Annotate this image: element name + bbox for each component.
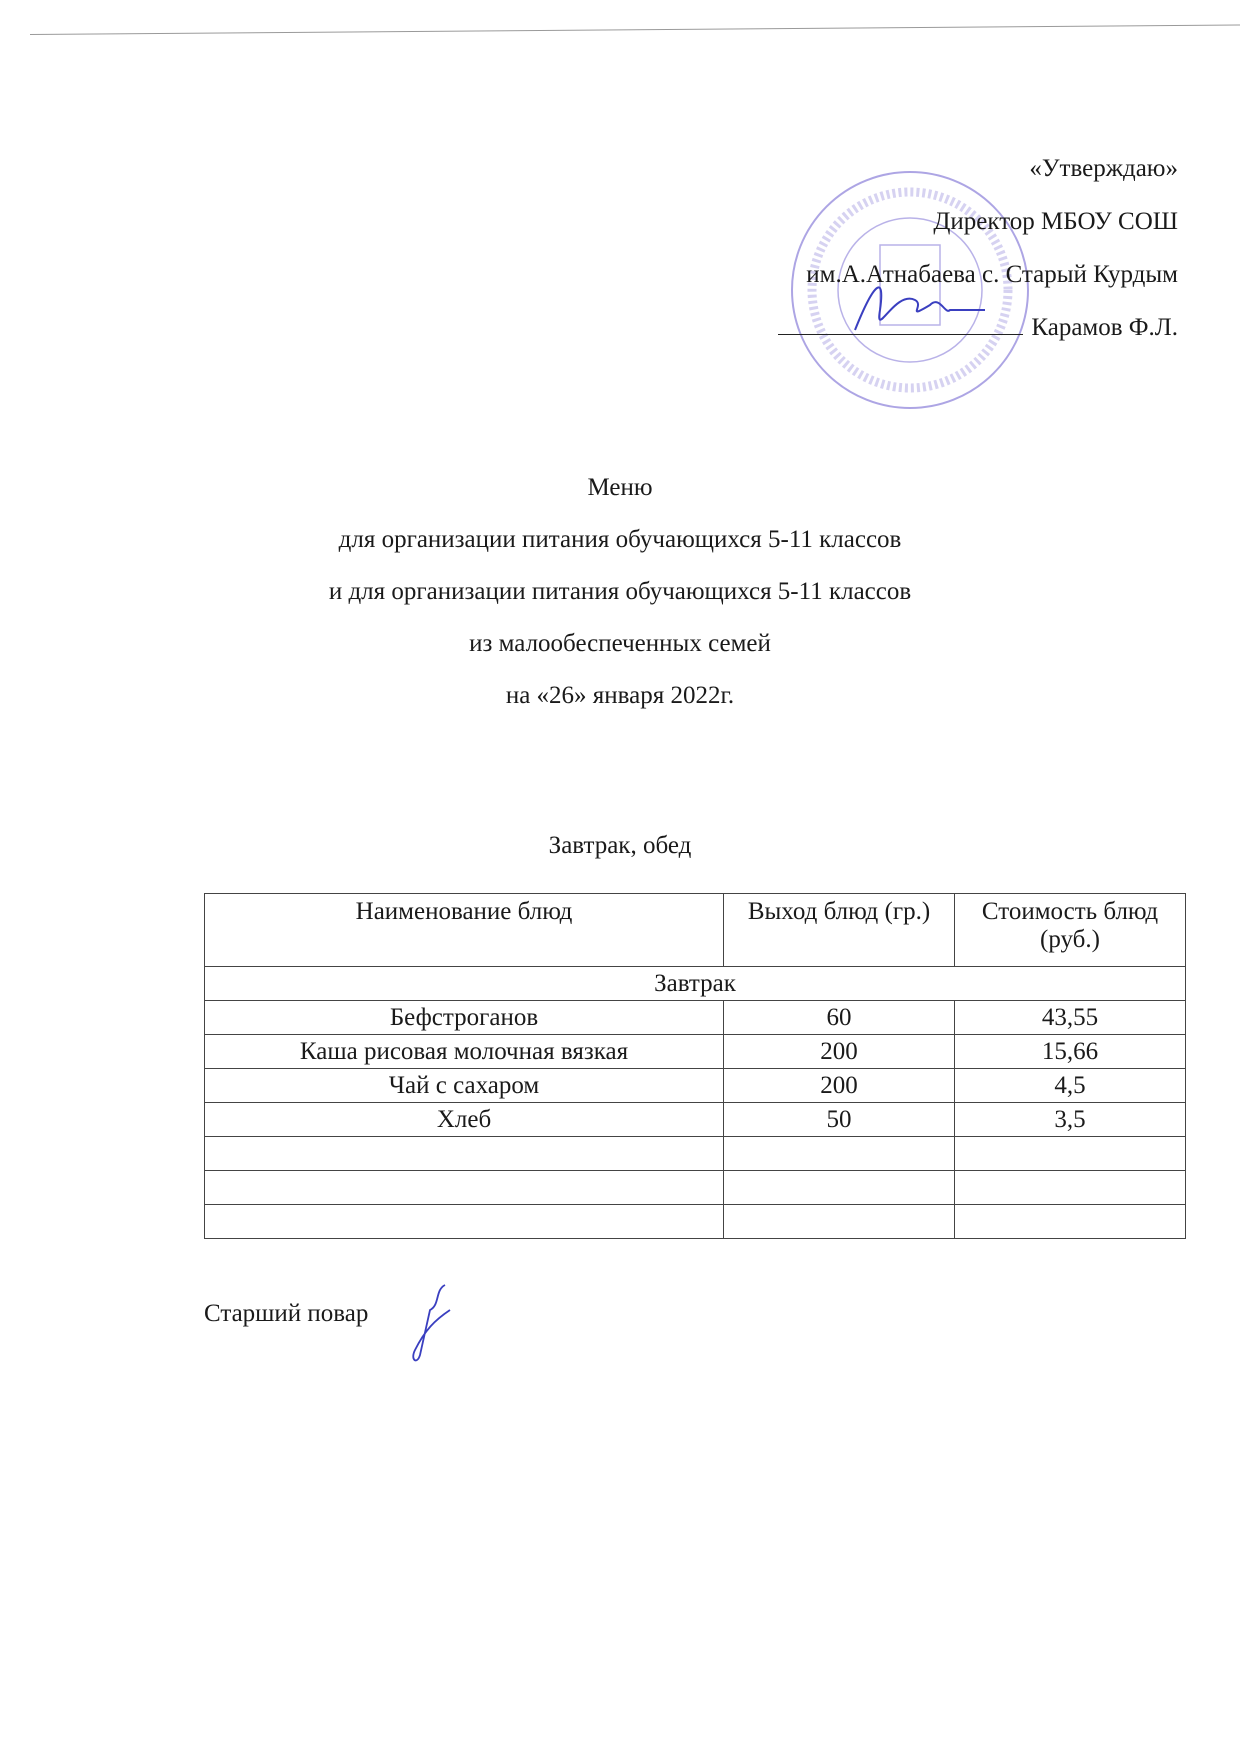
table-row — [205, 1137, 1186, 1171]
cell-yield — [724, 1137, 955, 1171]
title-line: Меню — [587, 474, 653, 501]
director-signature — [845, 270, 995, 350]
approval-heading: «Утверждаю» — [1029, 155, 1178, 182]
title-line: и для организации питания обучающихся 5-11 классов — [328, 578, 912, 605]
menu-table — [204, 893, 1186, 1239]
title-line: для организации питания обучающихся 5-11 классов — [338, 526, 902, 553]
table-row — [205, 1171, 1186, 1205]
cell-cost — [955, 1137, 1186, 1171]
cell-cost: 4,5 — [955, 1069, 1186, 1103]
section-label: Завтрак — [205, 967, 1186, 1001]
table-row — [205, 1035, 1186, 1069]
meal-label: Завтрак, обед — [548, 832, 692, 859]
cell-yield: 200 — [724, 1035, 955, 1069]
cell-cost: 3,5 — [955, 1103, 1186, 1137]
cell-yield: 200 — [724, 1069, 955, 1103]
table-header — [205, 894, 1186, 967]
approval-position: Директор МБОУ СОШ — [933, 208, 1178, 235]
cell-dish: Хлеб — [205, 1103, 724, 1137]
header-cost: Стоимость блюд (руб.) — [955, 894, 1186, 967]
cook-label: Старший повар — [204, 1300, 369, 1327]
cell-dish — [205, 1205, 724, 1239]
cell-cost: 43,55 — [955, 1001, 1186, 1035]
title-line: из малообеспеченных семей — [469, 630, 771, 657]
section-row — [205, 967, 1186, 1001]
cell-yield: 50 — [724, 1103, 955, 1137]
header-yield: Выход блюд (гр.) — [724, 894, 955, 967]
cell-cost — [955, 1205, 1186, 1239]
cell-cost — [955, 1171, 1186, 1205]
cell-yield: 60 — [724, 1001, 955, 1035]
header-dish: Наименование блюд — [205, 894, 724, 967]
cell-dish: Каша рисовая молочная вязкая — [205, 1035, 724, 1069]
table-row — [205, 1001, 1186, 1035]
scan-edge-line — [30, 24, 1240, 35]
cell-dish: Бефстроганов — [205, 1001, 724, 1035]
table-row — [205, 1103, 1186, 1137]
cell-dish: Чай с сахаром — [205, 1069, 724, 1103]
approval-school: им.А.Атнабаева с. Старый Курдым — [806, 261, 1178, 288]
cell-dish — [205, 1171, 724, 1205]
cell-dish — [205, 1137, 724, 1171]
cook-signature — [405, 1280, 465, 1370]
title-date: на «26» января 2022г. — [505, 682, 735, 709]
cell-yield — [724, 1171, 955, 1205]
cell-cost: 15,66 — [955, 1035, 1186, 1069]
approval-name: Карамов Ф.Л. — [1031, 314, 1178, 341]
menu-title — [0, 462, 1240, 722]
table-row — [205, 1069, 1186, 1103]
table-row — [205, 1205, 1186, 1239]
cell-yield — [724, 1205, 955, 1239]
